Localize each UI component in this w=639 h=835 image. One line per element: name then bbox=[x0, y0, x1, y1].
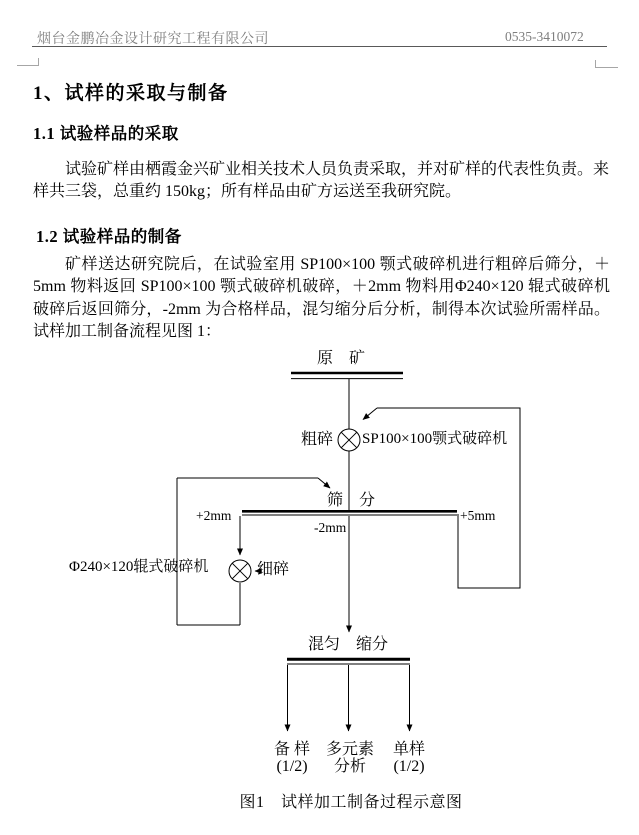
header-rule bbox=[32, 46, 607, 47]
branch-multi-label bbox=[326, 742, 374, 776]
fine-crusher-symbol bbox=[229, 560, 251, 582]
plus2-return-arrow bbox=[318, 478, 330, 488]
roll-crusher-label: Φ240×120辊式破碎机 bbox=[69, 559, 209, 575]
jaw-crusher-label: SP100×100颚式破碎机 bbox=[362, 431, 508, 447]
section-1-2-paragraph: 矿样送达研究院后，在试验室用 SP100×100 颚式破碎机进行粗碎后筛分，＋5mm 物料返回 SP100×100 颚式破碎机破碎，＋2mm 物料用Φ240×120 辊式破碎机破碎后返回筛分，-2mm 为合格样品，混匀缩分后分析，制得本次试验所需样品。试样加工制备流程见图 1： bbox=[33, 256, 610, 340]
fine-crusher-cross-2 bbox=[232, 563, 247, 578]
branch-single-fraction: (1/2) bbox=[393, 757, 425, 775]
header-phone-number: 0535-3410072 bbox=[505, 29, 584, 44]
coarse-crusher-symbol bbox=[338, 429, 360, 451]
figure-caption: 图1 试样加工制备过程示意图 bbox=[239, 794, 463, 811]
header-company-name: 烟台金鹏冶金设计研究工程有限公司 bbox=[37, 32, 269, 47]
minus2mm-label: -2mm bbox=[314, 520, 347, 535]
branch-backup-label bbox=[274, 742, 310, 776]
branch-multi-sub: 分析 bbox=[333, 757, 367, 775]
coarse-crusher-cross-1 bbox=[341, 432, 356, 447]
raw-ore-label: 原 矿 bbox=[316, 350, 366, 367]
section-1-1-heading: 1.1 试验样品的采取 bbox=[33, 124, 179, 143]
branch-backup-fraction: (1/2) bbox=[276, 757, 308, 775]
plus5-return-arrow bbox=[363, 408, 377, 420]
plus5mm-label: +5mm bbox=[460, 508, 496, 523]
screen-label: 筛 分 bbox=[326, 492, 376, 509]
mix-split-label: 混匀 缩分 bbox=[307, 636, 389, 653]
fine-crusher-cross-1 bbox=[232, 563, 247, 578]
branch-multi-name: 多元素 bbox=[325, 741, 375, 758]
page-title: 1、试样的采取与制备 bbox=[33, 83, 229, 104]
plus2mm-label: +2mm bbox=[196, 508, 232, 523]
section-1-1-paragraph: 试验矿样由栖霞金兴矿业相关技术人员负责采取，并对矿样的代表性负责。来样共三袋，总重约 150kg；所有样品由矿方运送至我研究院。 bbox=[33, 161, 610, 201]
section-1-2-heading: 1.2 试验样品的制备 bbox=[36, 227, 182, 246]
coarse-crusher-cross-2 bbox=[341, 432, 356, 447]
fine-crush-label: 细碎 bbox=[257, 561, 290, 578]
branch-single-name: 单样 bbox=[392, 741, 426, 758]
branch-backup-name: 备 样 bbox=[273, 741, 311, 758]
coarse-crush-label: 粗碎 bbox=[301, 431, 334, 448]
branch-single-label bbox=[393, 742, 425, 776]
margin-crop-mark-right bbox=[595, 60, 618, 68]
margin-crop-mark-left bbox=[17, 58, 39, 66]
